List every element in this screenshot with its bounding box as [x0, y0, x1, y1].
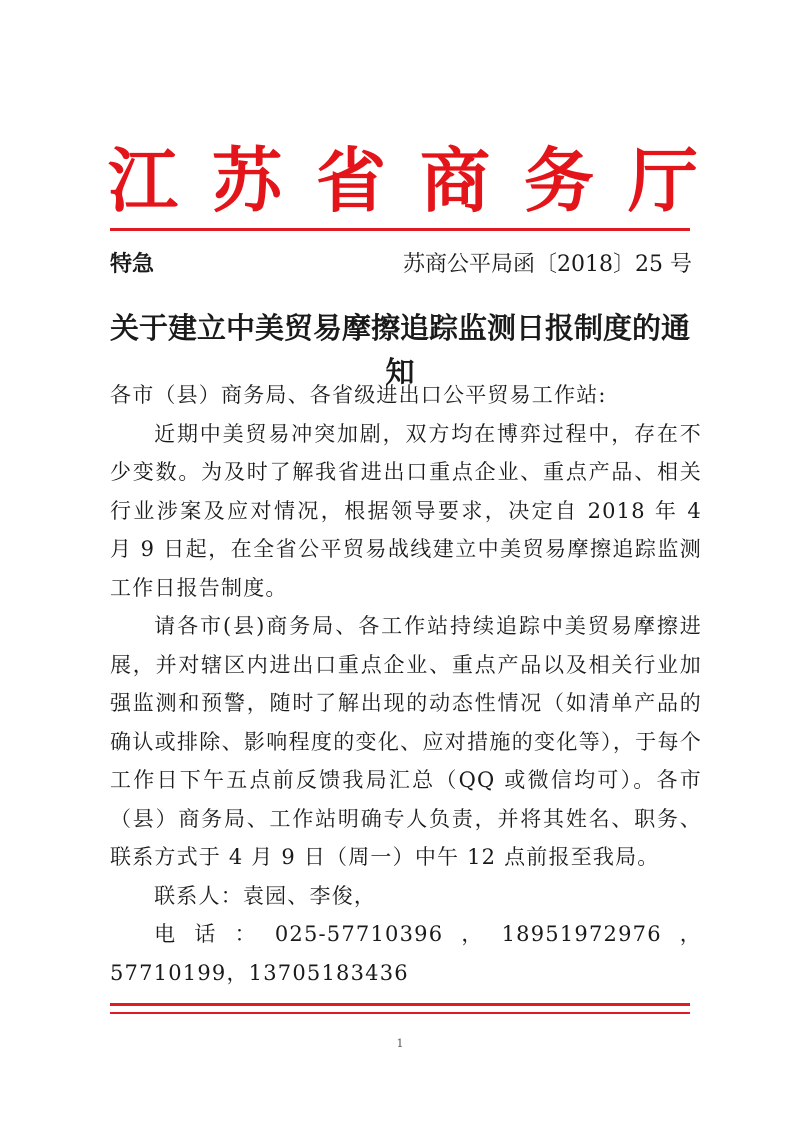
letterhead-char: 商 — [420, 139, 490, 222]
letterhead-char: 江 — [108, 139, 178, 222]
paragraph-requirements: 请各市(县)商务局、各工作站持续追踪中美贸易摩擦进展，并对辖区内进出口重点企业、重点产品以及相关行业加强监测和预警，随时了解出现的动态性情况（如清单产品的确认或排除、影响程度的变化、应对措施的变化等），于每个工作日下午五点前反馈我局汇总（QQ 或微信均可）。各市（县）商务局、工作站明确专人负责，并将其姓名、职务、联系方式于 4 月 9 日（周一）中午 12 点前报至我局。 — [110, 614, 702, 869]
document-body — [110, 376, 702, 992]
document-title: 关于建立中美贸易摩擦追踪监测日报制度的通知 — [109, 311, 690, 389]
letterhead-char: 苏 — [212, 139, 282, 222]
letterhead-char: 务 — [524, 139, 594, 222]
contact-phones: 电话：025-57710396，18951972976，57710199，13705183436 — [110, 922, 702, 985]
document-number: 苏商公平局函〔2018〕25 号 — [403, 252, 692, 277]
footer-divider-bottom — [110, 1012, 690, 1014]
letterhead-title — [108, 138, 698, 224]
footer-divider-top — [110, 1003, 690, 1006]
contact-persons: 联系人：袁园、李俊， — [154, 883, 377, 908]
paragraph-background: 近期中美贸易冲突加剧，双方均在博弈过程中，存在不少变数。为及时了解我省进出口重点企业、重点产品、相关行业涉案及应对情况，根据领导要求，决定自 2018 年 4 月 9 日起，在全省公平贸易战线建立中美贸易摩擦追踪监测工作日报告制度。 — [110, 421, 702, 600]
salutation: 各市（县）商务局、各省级进出口公平贸易工作站: — [110, 383, 607, 407]
page-number: 1 — [396, 1037, 404, 1050]
letterhead-char: 厅 — [628, 139, 698, 222]
urgency-label: 特急 — [110, 252, 155, 277]
letterhead-char: 省 — [316, 139, 386, 222]
letterhead-divider — [110, 228, 690, 231]
